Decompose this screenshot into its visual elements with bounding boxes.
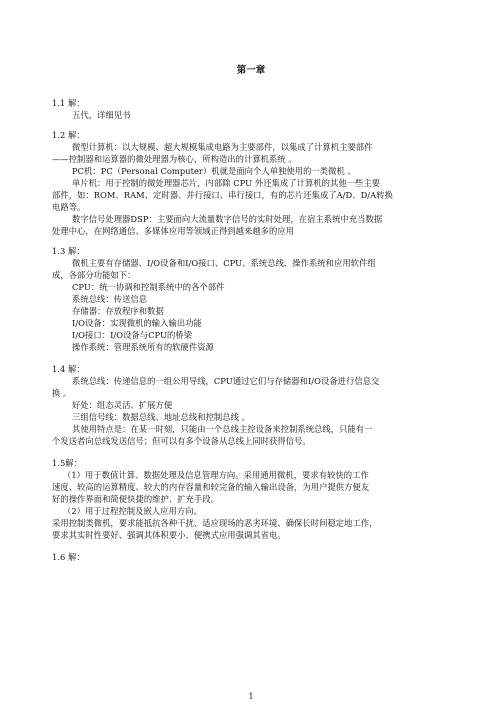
answer-line: I/O接口：I/O设备与CPU的桥梁	[72, 330, 193, 340]
answer-line: 存储器：存放程序和数据	[72, 306, 164, 316]
answer-line: 微机主要有存储器、I/O设备和I/O接口、CPU、系统总线、操作系统和应用软件组	[72, 258, 376, 268]
answer-line: 好的操作界面和简便快捷的维护、扩充手段。	[52, 494, 219, 504]
answer-line: 部件，如：ROM、RAM、定时器、并行接口、串行接口，有的芯片还集成了A/D、D/A转换	[52, 190, 393, 200]
answer-line: 单片机：用于控制的微处理器芯片，内部除 CPU 外还集成了计算机的其他一些主要	[72, 178, 381, 188]
answer-line: 微型计算机：以大规模、超大规模集成电路为主要部件，以集成了计算机主要部件	[72, 142, 373, 152]
answer-line: PC机：PC（Personal Computer）机就是面向个人单独使用的一类微机 。	[72, 166, 356, 176]
answer-line: 系统总线：传送信息	[72, 294, 148, 304]
answer-line: ——控制器和运算器的微处理器为核心，所构造出的计算机系统 。	[52, 154, 297, 164]
answer-line: CPU：统一协调和控制系统中的各个部件	[72, 282, 225, 292]
answer-line: 操作系统：管理系统所有的软硬件资源	[72, 342, 214, 352]
answer-line: 个发送者向总线发送信号；但可以有多个设备从总线上同时获得信号。	[52, 436, 311, 446]
answer-line: 系统总线：传递信息的一组公用导线，CPU通过它们与存储器和I/O设备进行信息交	[72, 376, 380, 386]
answer-line: 好处：组态灵活、扩展方便	[72, 400, 173, 410]
section-heading-1-1: 1.1 解：	[52, 98, 85, 108]
section-heading-1-4: 1.4 解：	[52, 364, 85, 374]
section-heading-1-6: 1.6 解：	[52, 552, 85, 562]
answer-line: 电路等。	[52, 202, 86, 212]
answer-line: 成，各部分功能如下：	[52, 270, 136, 280]
page-number: 1	[248, 692, 254, 701]
answer-line: I/O设备：实现微机的输入输出功能	[72, 318, 202, 328]
answer-line: 五代，详细见书	[72, 110, 131, 120]
answer-line: 采用控制类微机，要求能抵抗各种干扰、适应现场的恶劣环境、确保长时间稳定地工作，	[52, 518, 378, 528]
answer-line: 处理中心，在网络通信、多媒体应用等领域正得到越来越多的应用	[52, 226, 295, 236]
answer-line: （1）用于数值计算、数据处理及信息管理方向。采用通用微机，要求有较快的工作	[63, 470, 369, 480]
answer-line: 速度、较高的运算精度、较大的内存容量和较完备的输入输出设备，为用户提供方便友	[52, 482, 370, 492]
answer-line: 其使用特点是：在某一时刻，只能由一个总线主控设备来控制系统总线，只能有一	[72, 424, 373, 434]
answer-line: 数字信号处理器DSP：主要面向大流量数字信号的实时处理，在宿主系统中充当数据	[72, 214, 383, 224]
answer-line: （2）用于过程控制及嵌人应用方向。	[63, 506, 202, 516]
chapter-title: 第一章	[236, 65, 266, 76]
answer-line: 要求其实时性要好、强调其体积要小、便携式应用强调其省电。	[52, 530, 286, 540]
answer-line: 换 。	[52, 388, 72, 398]
answer-line: 三组信号线：数据总线、地址总线和控制总线 。	[72, 412, 250, 422]
section-heading-1-5: 1.5解：	[52, 458, 83, 468]
section-heading-1-2: 1.2 解：	[52, 130, 85, 140]
section-heading-1-3: 1.3 解：	[52, 246, 85, 256]
